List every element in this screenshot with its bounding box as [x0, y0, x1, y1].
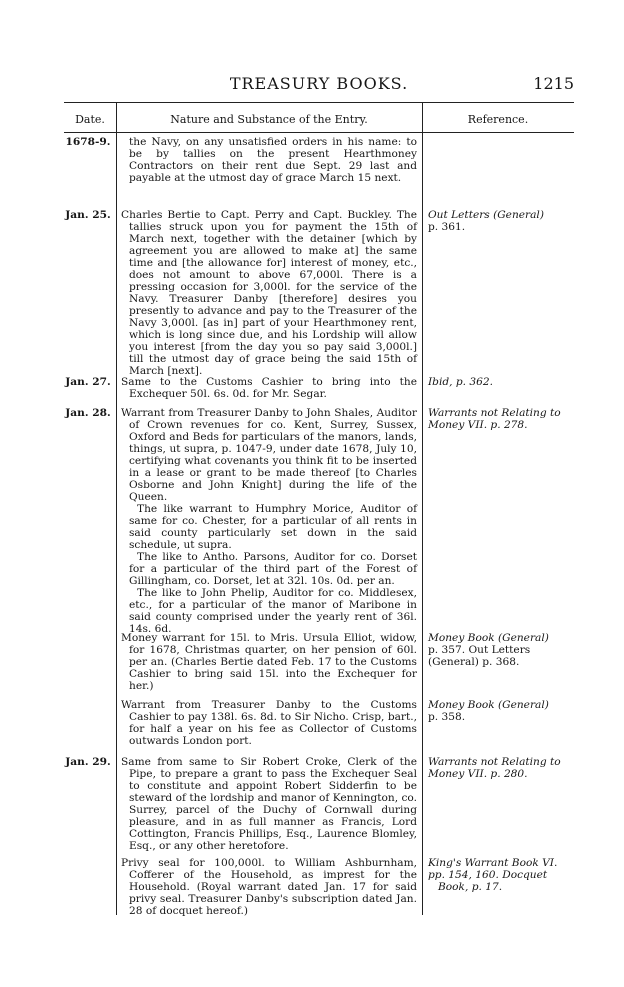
reference-line: p. 361. [428, 221, 466, 233]
column-divider-date [116, 103, 117, 915]
entry-text [121, 632, 417, 692]
entry-paragraph: Charles Bertie to Capt. Perry and Capt. Buckley. The tallies struck upon you for payment the 15th of March next, together with the detainer [which by agreement you are allowed to make at] the same time and [the allowance for] interest of money, etc., does not amount to above 67,000l. There is a pressing occasion for 3,000l. for the service of the Navy. Treasurer Danby [therefore] desires you presently to advance and pay to the Treasurer of the Navy 3,000l. [as in] part of your Hearthmoney rent, which is long since due, and his Lordship will allow you interest [from the day you so pay said 3,000l.] till the utmost day of grace being the said 15th of March [next]. [121, 209, 417, 377]
entry-reference [428, 407, 574, 431]
reference-line: pp. 154, 160. Docquet Book, p. 17. [428, 869, 548, 893]
reference-line: Money Book (General) [428, 699, 549, 711]
entry-text [121, 136, 417, 184]
reference-line: Warrants not Relating to [428, 756, 561, 768]
column-divider-reference [422, 103, 423, 915]
header-rule [64, 102, 574, 103]
entry-paragraph: Warrant from Treasurer Danby to John Shales, Auditor of Crown revenues for co. Kent, Surrey, Sussex, Oxford and Beds for particulars of the manors, lands, things, ut supra, p. 1047-9, under date 1678, July 10, certifying what covenants you think fit to be inserted in a lease or grant to be made thereof [to Charles Osborne and John Knight] during the life of the Queen. [121, 407, 417, 503]
reference-line: Out Letters (General) [428, 209, 544, 221]
entry-paragraph: The like to Antho. Parsons, Auditor for co. Dorset for a particular of the third part of the Forest of Gillingham, co. Dorset, let at 32l. 10s. 0d. per an. [129, 551, 417, 587]
entry-reference [428, 209, 574, 233]
column-header-rule [64, 132, 574, 133]
entry-text [121, 407, 417, 635]
page-number: 1215 [533, 74, 574, 93]
entry-paragraph: The like to John Phelip, Auditor for co. Middlesex, etc., for a particular of the manor of Maribone in said county comprised under the yearly rent of 36l. 14s. 6d. [129, 587, 417, 635]
entry-reference [428, 857, 574, 893]
entry-paragraph: Warrant from Treasurer Danby to the Customs Cashier to pay 138l. 6s. 8d. to Sir Nicho. Crisp, bart., for half a year on his fee as Collector of Customs outwards London port. [121, 699, 417, 747]
entry-text [121, 209, 417, 377]
entry-date: Jan. 28. [65, 407, 111, 419]
entry-reference [428, 632, 574, 668]
entry-text [121, 699, 417, 747]
reference-line: King's Warrant Book VI. [428, 857, 558, 869]
entry-date: Jan. 25. [65, 209, 111, 221]
column-header-nature: Nature and Substance of the Entry. [170, 113, 368, 126]
column-header-date: Date. [75, 113, 105, 126]
entry-reference [428, 699, 574, 723]
entry-paragraph: Same from same to Sir Robert Croke, Clerk of the Pipe, to prepare a grant to pass the Exchequer Seal to constitute and appoint Robert Sidderfin to be steward of the lordship and manor of Kennington, co. Surrey, parcel of the Duchy of Cornwall during pleasure, and in as full manner as Francis, Lord Cottington, Francis Phillips, Esq., Laurence Blomley, Esq., or any other heretofore. [121, 756, 417, 852]
entry-paragraph: Same to the Customs Cashier to bring into the Exchequer 50l. 6s. 0d. for Mr. Segar. [121, 376, 417, 400]
reference-line: Warrants not Relating to [428, 407, 561, 419]
entry-paragraph: the Navy, on any unsatisfied orders in his name: to be by tallies on the present Hearthmoney Contractors on their rent due Sept. 29 last and payable at the utmost day of grace March 15 next. [129, 136, 417, 184]
entry-text [121, 857, 417, 917]
reference-line: Money VII. p. 280. [428, 768, 528, 780]
column-header-reference: Reference. [467, 113, 529, 126]
reference-line: p. 358. [428, 711, 466, 723]
running-title: TREASURY BOOKS. [229, 74, 409, 93]
entry-text [121, 376, 417, 400]
entry-paragraph: Money warrant for 15l. to Mris. Ursula Elliot, widow, for 1678, Christmas quarter, on her pension of 60l. per an. (Charles Bertie dated Feb. 17 to the Customs Cashier to bring said 15l. into the Exchequer for her.) [121, 632, 417, 692]
entry-date: Jan. 29. [65, 756, 111, 768]
entry-paragraph: Privy seal for 100,000l. to William Ashburnham, Cofferer of the Household, as imprest for the Household. (Royal warrant dated Jan. 17 for said privy seal. Treasurer Danby's subscription dated Jan. 28 of docquet hereof.) [121, 857, 417, 917]
reference-line: Money Book (General) [428, 632, 549, 644]
entry-text [121, 756, 417, 852]
reference-line: (General) p. 368. [428, 656, 520, 668]
entry-reference [428, 376, 574, 388]
entry-paragraph: The like warrant to Humphry Morice, Auditor of same for co. Chester, for a particular of all rents in said county particularly set down in the said schedule, ut supra. [129, 503, 417, 551]
reference-line: Ibid, p. 362. [428, 376, 493, 388]
reference-line: p. 357. Out Letters [428, 644, 531, 656]
column-headers [64, 109, 574, 129]
entry-reference [428, 756, 574, 780]
entry-date: Jan. 27. [65, 376, 111, 388]
page-header [64, 74, 574, 100]
reference-line: Money VII. p. 278. [428, 419, 528, 431]
entry-date: 1678-9. [65, 136, 111, 148]
